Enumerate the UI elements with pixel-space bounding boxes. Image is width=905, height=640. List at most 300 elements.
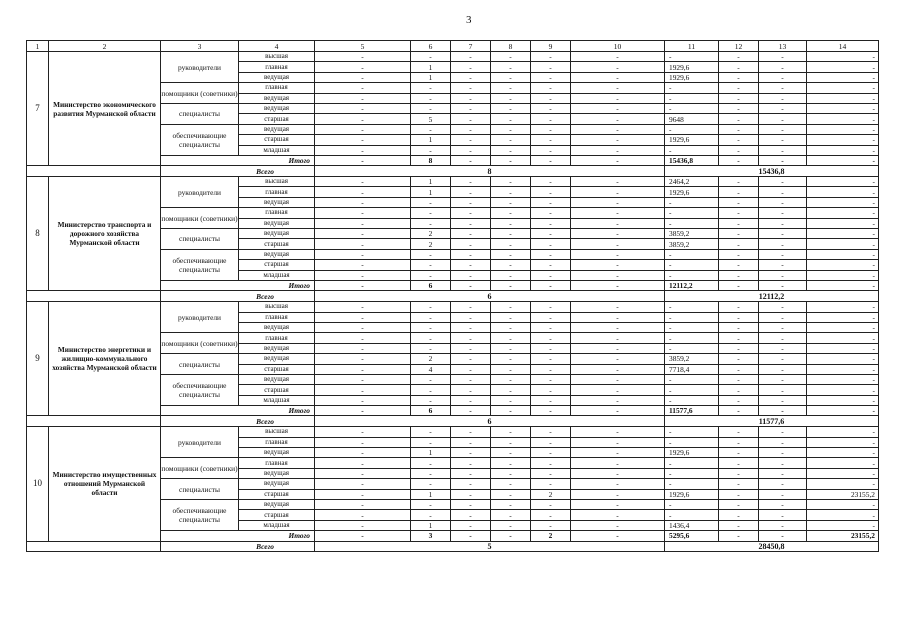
table-cell: - <box>411 385 451 395</box>
table-cell: - <box>719 448 759 458</box>
table-cell: - <box>315 177 411 187</box>
table-cell: - <box>451 229 491 239</box>
table-cell: - <box>571 72 665 82</box>
table-cell: - <box>571 208 665 218</box>
table-cell: - <box>665 302 719 312</box>
table-cell: - <box>665 395 719 405</box>
table-cell: - <box>531 302 571 312</box>
table-cell: - <box>719 354 759 364</box>
table-cell: - <box>315 520 411 530</box>
table-cell: - <box>571 145 665 155</box>
table-cell: 1929,6 <box>665 448 719 458</box>
column-number-10: 10 <box>571 41 665 52</box>
table-cell: - <box>719 260 759 270</box>
position-level: ведущая <box>239 103 315 113</box>
table-cell: - <box>315 208 411 218</box>
table-cell: - <box>531 510 571 520</box>
itogo-cell: - <box>807 281 879 291</box>
table-cell: - <box>807 500 879 510</box>
table-cell: - <box>491 135 531 145</box>
table-cell: - <box>451 177 491 187</box>
table-cell: - <box>807 270 879 280</box>
table-cell: - <box>759 177 807 187</box>
table-cell: - <box>807 208 879 218</box>
position-level: старшая <box>239 489 315 499</box>
table-cell: - <box>491 343 531 353</box>
table-cell: 7718,4 <box>665 364 719 374</box>
table-cell: - <box>411 322 451 332</box>
table-cell: - <box>491 500 531 510</box>
table-cell: - <box>665 208 719 218</box>
table-cell: 1 <box>411 72 451 82</box>
table-cell: 1929,6 <box>665 72 719 82</box>
vsego-sum: 12112,2 <box>665 291 879 302</box>
table-cell: - <box>571 468 665 478</box>
column-number-9: 9 <box>531 41 571 52</box>
itogo-cell: - <box>451 531 491 541</box>
ministry-name: Министерство транспорта и дорожного хозяйства Мурманской области <box>49 177 161 291</box>
table-cell: - <box>807 249 879 259</box>
table-cell: - <box>491 520 531 530</box>
table-cell: - <box>571 124 665 134</box>
table-cell: - <box>315 500 411 510</box>
table-cell: - <box>719 72 759 82</box>
table-cell: - <box>531 260 571 270</box>
table-cell: - <box>719 52 759 62</box>
table-cell: - <box>315 312 411 322</box>
table-cell: - <box>759 103 807 113</box>
staff-category: помощники (советники) <box>161 208 239 229</box>
table-cell: - <box>451 427 491 437</box>
table-cell: - <box>451 333 491 343</box>
itogo-cell: - <box>807 406 879 416</box>
staff-category: специалисты <box>161 229 239 250</box>
table-cell: - <box>531 520 571 530</box>
table-cell: - <box>719 249 759 259</box>
table-cell: - <box>531 145 571 155</box>
table-cell: - <box>531 364 571 374</box>
table-cell: - <box>719 510 759 520</box>
table-cell: - <box>759 52 807 62</box>
section-number: 7 <box>27 52 49 166</box>
itogo-cell: - <box>759 531 807 541</box>
table-cell: - <box>719 458 759 468</box>
table-cell: - <box>411 312 451 322</box>
position-level: старшая <box>239 239 315 249</box>
table-cell: - <box>571 510 665 520</box>
vsego-count: 6 <box>315 416 665 427</box>
table-cell: - <box>411 208 451 218</box>
table-cell: - <box>315 489 411 499</box>
table-cell: - <box>491 62 531 72</box>
table-cell: - <box>315 72 411 82</box>
table-cell: - <box>411 218 451 228</box>
table-cell: - <box>491 395 531 405</box>
section-number: 9 <box>27 302 49 416</box>
position-level: высшая <box>239 52 315 62</box>
table-cell: - <box>315 302 411 312</box>
table-cell: - <box>571 458 665 468</box>
table-cell: - <box>571 489 665 499</box>
itogo-cell: - <box>719 531 759 541</box>
staff-category: помощники (советники) <box>161 458 239 479</box>
itogo-cell: - <box>571 406 665 416</box>
table-cell: - <box>665 322 719 332</box>
table-row <box>27 427 879 437</box>
table-cell: - <box>315 145 411 155</box>
column-number-8: 8 <box>491 41 531 52</box>
table-cell: - <box>719 385 759 395</box>
table-cell: - <box>531 427 571 437</box>
table-cell: - <box>665 197 719 207</box>
table-cell: - <box>451 72 491 82</box>
table-cell: - <box>315 458 411 468</box>
table-cell: - <box>411 437 451 447</box>
table-cell: - <box>719 93 759 103</box>
table-cell: 2 <box>411 354 451 364</box>
position-level: главная <box>239 458 315 468</box>
table-cell: - <box>315 322 411 332</box>
table-cell: 2 <box>411 239 451 249</box>
position-level: младшая <box>239 270 315 280</box>
table-cell: - <box>719 114 759 124</box>
table-cell: - <box>719 302 759 312</box>
table-cell: - <box>491 458 531 468</box>
table-cell: - <box>451 322 491 332</box>
staff-category: специалисты <box>161 103 239 124</box>
position-level: высшая <box>239 302 315 312</box>
table-cell: - <box>759 302 807 312</box>
table-cell: - <box>315 83 411 93</box>
table-cell: - <box>491 468 531 478</box>
table-cell: - <box>491 239 531 249</box>
table-cell: - <box>451 83 491 93</box>
vsego-label: Всего <box>161 541 315 552</box>
table-cell: - <box>571 500 665 510</box>
table-cell: - <box>759 343 807 353</box>
table-cell: - <box>665 270 719 280</box>
table-cell: - <box>759 500 807 510</box>
staff-category: помощники (советники) <box>161 83 239 104</box>
table-cell: - <box>491 187 531 197</box>
itogo-cell: 2 <box>531 531 571 541</box>
table-cell: - <box>719 489 759 499</box>
table-cell: 2 <box>531 489 571 499</box>
table-cell: - <box>315 229 411 239</box>
table-cell: - <box>531 437 571 447</box>
vsego-row <box>27 541 879 552</box>
table-cell: - <box>531 249 571 259</box>
table-cell: - <box>315 395 411 405</box>
table-cell: - <box>491 249 531 259</box>
position-level: ведущая <box>239 448 315 458</box>
table-cell: - <box>571 52 665 62</box>
table-cell: - <box>807 479 879 489</box>
table-cell: - <box>719 83 759 93</box>
table-cell: 1 <box>411 489 451 499</box>
table-cell: - <box>571 249 665 259</box>
table-cell: - <box>759 72 807 82</box>
table-cell: - <box>411 395 451 405</box>
table-cell: - <box>807 364 879 374</box>
staff-category: руководители <box>161 177 239 208</box>
staff-category: обеспечивающие специалисты <box>161 124 239 155</box>
table-cell: - <box>411 479 451 489</box>
table-cell: - <box>315 385 411 395</box>
table-cell: - <box>491 103 531 113</box>
table-cell: - <box>411 197 451 207</box>
itogo-cell: - <box>315 531 411 541</box>
table-cell: - <box>759 333 807 343</box>
table-cell: - <box>571 343 665 353</box>
table-cell: - <box>665 385 719 395</box>
table-cell: - <box>315 218 411 228</box>
table-cell: - <box>807 322 879 332</box>
table-cell: - <box>531 114 571 124</box>
table-cell: - <box>571 114 665 124</box>
table-cell: - <box>411 52 451 62</box>
staff-category: обеспечивающие специалисты <box>161 249 239 280</box>
table-cell: 1929,6 <box>665 489 719 499</box>
table-cell: 2 <box>411 229 451 239</box>
table-cell: - <box>759 187 807 197</box>
table-cell: - <box>571 218 665 228</box>
itogo-cell: - <box>759 281 807 291</box>
table-row <box>27 52 879 62</box>
itogo-cell: - <box>531 155 571 165</box>
table-cell: - <box>807 510 879 520</box>
table-cell: - <box>759 208 807 218</box>
itogo-cell: - <box>571 531 665 541</box>
table-cell: - <box>665 437 719 447</box>
table-cell: - <box>807 103 879 113</box>
position-level: высшая <box>239 177 315 187</box>
table-cell: - <box>491 374 531 384</box>
column-number-1: 1 <box>27 41 49 52</box>
table-cell: - <box>571 427 665 437</box>
table-cell: - <box>665 312 719 322</box>
table-cell: - <box>531 468 571 478</box>
table-cell: - <box>571 448 665 458</box>
table-cell: - <box>451 364 491 374</box>
table-cell: - <box>807 333 879 343</box>
staff-category: обеспечивающие специалисты <box>161 500 239 531</box>
itogo-cell: - <box>451 155 491 165</box>
table-cell: - <box>807 239 879 249</box>
table-cell: - <box>571 354 665 364</box>
table-cell: - <box>531 229 571 239</box>
table-cell: - <box>491 229 531 239</box>
itogo-cell: - <box>807 155 879 165</box>
table-cell: - <box>719 229 759 239</box>
ministry-name: Министерство энергетики и жилищно-коммунального хозяйства Мурманской области <box>49 302 161 416</box>
vsego-count: 8 <box>315 166 665 177</box>
table-cell: - <box>315 187 411 197</box>
table-cell: - <box>491 177 531 187</box>
vsego-blank <box>27 291 161 302</box>
table-cell: - <box>315 510 411 520</box>
table-cell: - <box>807 114 879 124</box>
table-cell: - <box>411 93 451 103</box>
table-cell: - <box>807 218 879 228</box>
page-number: 3 <box>466 14 472 26</box>
table-cell: - <box>807 302 879 312</box>
table-cell: - <box>315 114 411 124</box>
column-number-7: 7 <box>451 41 491 52</box>
table-cell: - <box>491 448 531 458</box>
table-cell: - <box>531 197 571 207</box>
table-cell: 2464,2 <box>665 177 719 187</box>
table-cell: - <box>571 312 665 322</box>
itogo-cell: 23155,2 <box>807 531 879 541</box>
table-cell: - <box>315 448 411 458</box>
position-level: старшая <box>239 114 315 124</box>
table-cell: - <box>315 260 411 270</box>
table-cell: - <box>665 249 719 259</box>
table-cell: - <box>759 479 807 489</box>
table-cell: - <box>807 72 879 82</box>
table-cell: - <box>531 177 571 187</box>
vsego-blank <box>27 541 161 552</box>
table-cell: - <box>491 208 531 218</box>
table-cell: - <box>491 145 531 155</box>
table-cell: - <box>315 239 411 249</box>
position-level: ведущая <box>239 354 315 364</box>
table-cell: - <box>451 218 491 228</box>
table-cell: - <box>531 458 571 468</box>
position-level: ведущая <box>239 322 315 332</box>
table-cell: - <box>531 479 571 489</box>
table-cell: - <box>451 197 491 207</box>
itogo-cell: - <box>531 281 571 291</box>
table-cell: - <box>571 135 665 145</box>
table-cell: - <box>571 239 665 249</box>
table-cell: - <box>531 374 571 384</box>
table-cell: - <box>807 52 879 62</box>
table-cell: - <box>491 322 531 332</box>
table-cell: - <box>571 520 665 530</box>
itogo-cell: - <box>719 406 759 416</box>
table-cell: - <box>665 510 719 520</box>
table-cell: 1 <box>411 135 451 145</box>
table-cell: 3859,2 <box>665 239 719 249</box>
itogo-cell: - <box>719 281 759 291</box>
table-cell: - <box>531 385 571 395</box>
itogo-cell: 5295,6 <box>665 531 719 541</box>
table-cell: - <box>315 270 411 280</box>
table-cell: - <box>491 437 531 447</box>
table-cell: - <box>491 479 531 489</box>
table-cell: - <box>719 187 759 197</box>
table-cell: - <box>665 468 719 478</box>
table-cell: - <box>571 479 665 489</box>
table-cell: 1436,4 <box>665 520 719 530</box>
table-cell: - <box>491 197 531 207</box>
table-cell: - <box>315 427 411 437</box>
staff-category: помощники (советники) <box>161 333 239 354</box>
table-cell: - <box>807 437 879 447</box>
itogo-cell: 6 <box>411 406 451 416</box>
table-cell: - <box>719 135 759 145</box>
table-cell: - <box>451 239 491 249</box>
column-number-3: 3 <box>161 41 239 52</box>
table-cell: - <box>759 520 807 530</box>
staff-category: руководители <box>161 302 239 333</box>
table-cell: - <box>719 343 759 353</box>
table-cell: - <box>531 312 571 322</box>
table-cell: - <box>807 374 879 384</box>
position-level: старшая <box>239 364 315 374</box>
table-cell: - <box>451 124 491 134</box>
table-cell: - <box>491 260 531 270</box>
table-cell: - <box>451 270 491 280</box>
itogo-cell: 12112,2 <box>665 281 719 291</box>
table-cell: - <box>571 197 665 207</box>
table-cell: - <box>759 322 807 332</box>
table-cell: - <box>571 93 665 103</box>
table-cell: - <box>451 52 491 62</box>
table-cell: - <box>759 124 807 134</box>
table-cell: - <box>491 333 531 343</box>
ministry-name: Министерство экономического развития Мурманской области <box>49 52 161 166</box>
itogo-label: Итого <box>161 531 315 541</box>
table-cell: - <box>451 458 491 468</box>
position-level: ведущая <box>239 218 315 228</box>
table-cell: - <box>451 510 491 520</box>
table-cell: - <box>411 83 451 93</box>
vsego-label: Всего <box>161 166 315 177</box>
table-cell: - <box>451 208 491 218</box>
table-cell: - <box>411 260 451 270</box>
table-cell: - <box>491 218 531 228</box>
table-cell: - <box>531 208 571 218</box>
table-cell: - <box>807 145 879 155</box>
table-cell: - <box>411 458 451 468</box>
table-cell: - <box>759 489 807 499</box>
position-level: ведущая <box>239 343 315 353</box>
table-cell: - <box>451 93 491 103</box>
table-cell: - <box>665 145 719 155</box>
position-level: ведущая <box>239 229 315 239</box>
table-cell: - <box>807 395 879 405</box>
table-cell: - <box>807 62 879 72</box>
table-cell: - <box>531 218 571 228</box>
table-cell: - <box>315 62 411 72</box>
table-cell: 1 <box>411 187 451 197</box>
table-cell: - <box>759 354 807 364</box>
column-number-13: 13 <box>759 41 807 52</box>
table-cell: - <box>451 395 491 405</box>
table-cell: - <box>451 103 491 113</box>
position-level: младшая <box>239 520 315 530</box>
table-cell: - <box>719 333 759 343</box>
table-cell: - <box>807 448 879 458</box>
table-cell: - <box>807 177 879 187</box>
table-cell: - <box>315 52 411 62</box>
table-cell: - <box>531 103 571 113</box>
table-cell: - <box>491 114 531 124</box>
table-cell: - <box>759 448 807 458</box>
position-level: главная <box>239 333 315 343</box>
table-cell: - <box>571 83 665 93</box>
table-cell: - <box>491 385 531 395</box>
itogo-cell: - <box>315 406 411 416</box>
table-cell: - <box>759 364 807 374</box>
table-cell: 1929,6 <box>665 187 719 197</box>
table-cell: - <box>759 229 807 239</box>
table-cell: - <box>491 427 531 437</box>
table-cell: - <box>665 500 719 510</box>
